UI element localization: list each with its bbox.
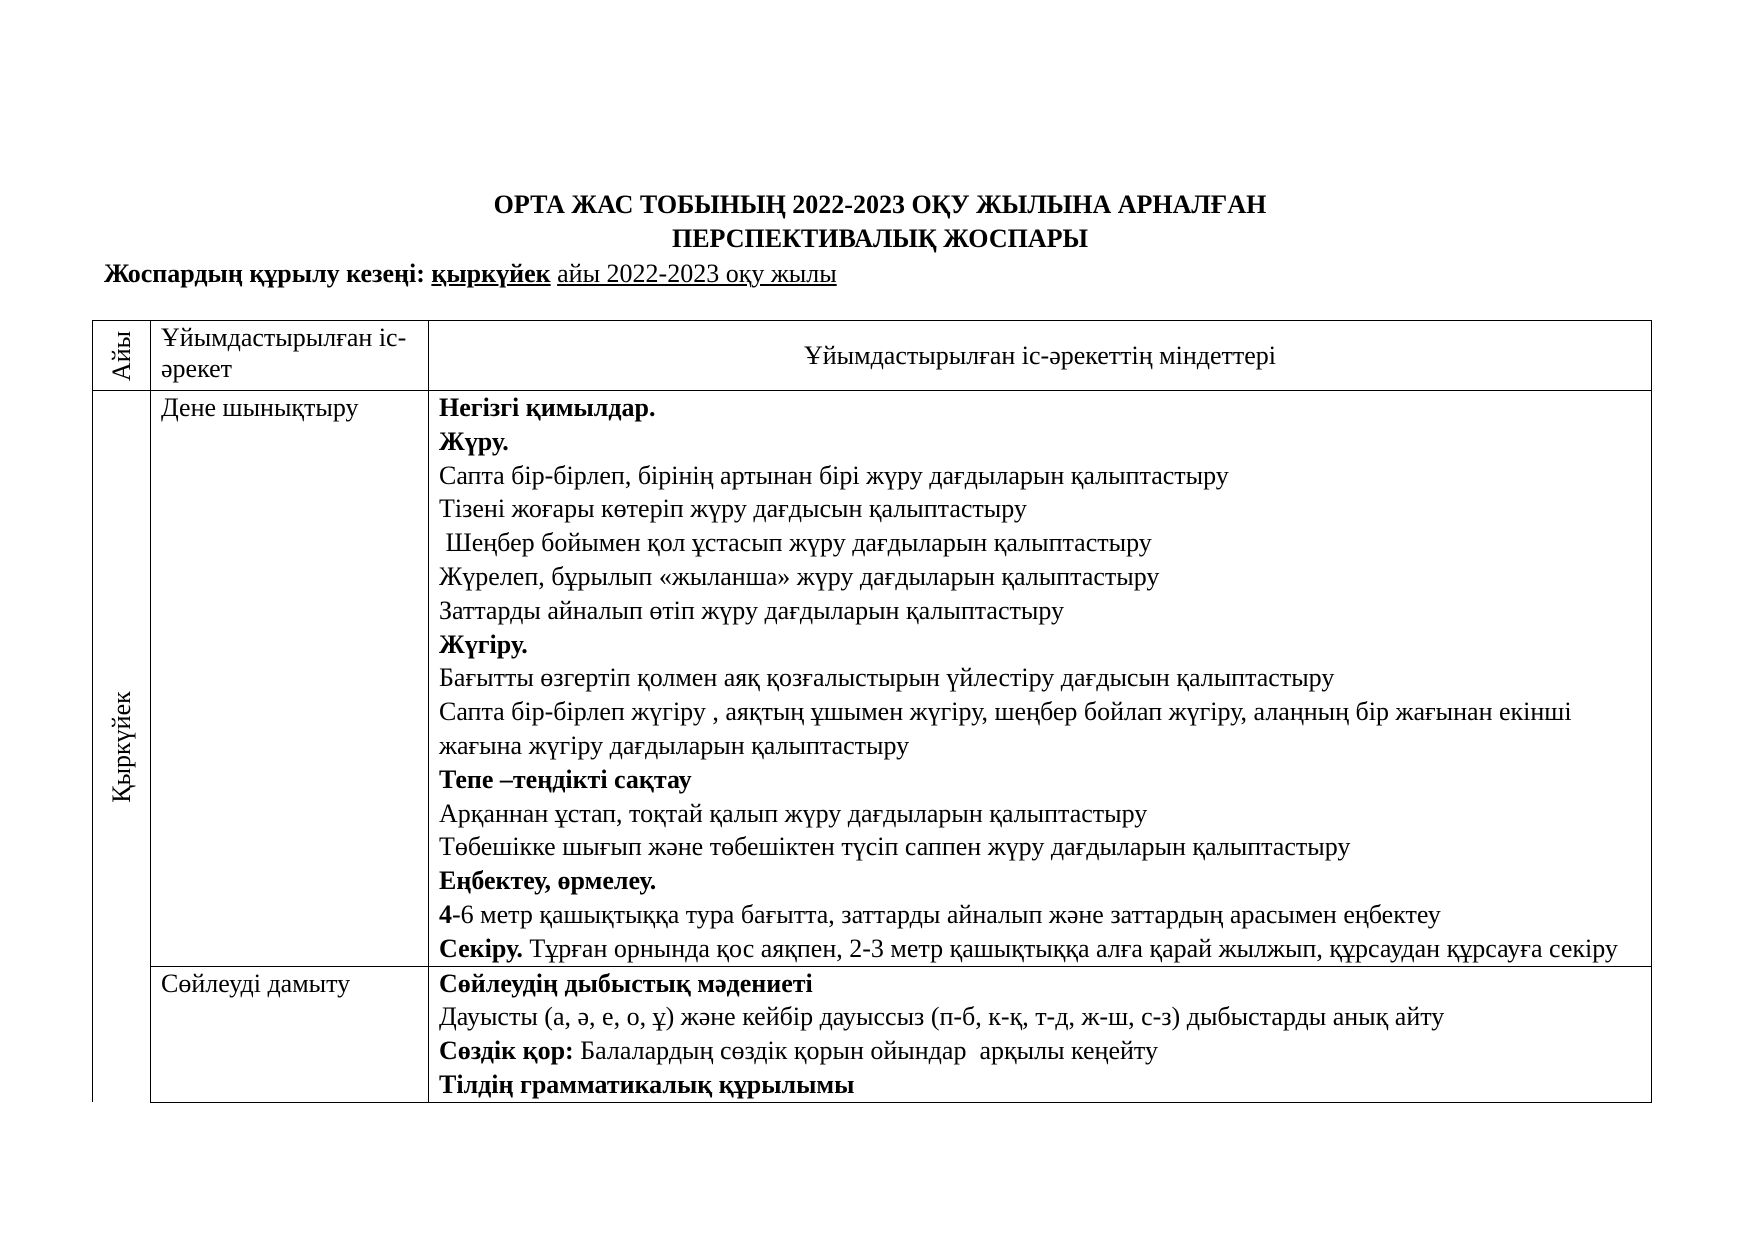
task-line — [439, 1034, 1641, 1068]
table-row — [93, 391, 1652, 967]
task-line-text: Сапта бір-бірлеп, бірінің артынан бірі жүру дағдыларын қалыптастыру — [439, 460, 1229, 490]
task-line-heading: Тепе –теңдікті сақтау — [439, 764, 692, 794]
task-line-heading: Сөздік қор: — [439, 1036, 574, 1066]
task-line-heading: Секіру. — [439, 933, 523, 963]
task-line-text: Сапта бір-бірлеп жүгіру , аяқтың ұшымен жүгіру, шеңбер бойлап жүгіру, алаңның бір жағынан екінші жағына жүгіру дағдыларын қалыптастыру — [439, 697, 1579, 760]
header-month-cell — [93, 321, 151, 391]
header-month: Айы — [106, 330, 136, 381]
activity-cell: Сөйлеуді дамыту — [151, 966, 429, 1102]
task-line — [439, 628, 1641, 662]
plan-period-label: Жоспардың құрылу кезеңі: — [104, 259, 425, 288]
task-line-text: Дауысты (а, ә, е, о, ұ) және кейбір дауыссыз (п-б, к-қ, т-д, ж-ш, с-з) дыбыстарды анық айту — [439, 1002, 1445, 1032]
activity-cell: Дене шынықтыру — [151, 391, 429, 967]
task-line-heading: 4 — [439, 899, 452, 929]
plan-period-month: қыркүйек — [431, 259, 551, 288]
task-line-text: Арқаннан ұстап, тоқтай қалып жүру дағдыларын қалыптастыру — [439, 798, 1148, 828]
task-line — [439, 526, 1641, 560]
header-tasks: Ұйымдастырылған іс-әрекеттің міндеттері — [429, 321, 1652, 391]
document-title-line1: ОРТА ЖАС ТОБЫНЫҢ 2022-2023 ОҚУ ЖЫЛЫНА АРНАЛҒАН — [493, 190, 1267, 219]
task-line — [439, 661, 1641, 695]
task-line-text: Тізені жоғары көтеріп жүру дағдысын қалыптастыру — [439, 494, 1027, 524]
task-line — [439, 492, 1641, 526]
task-line — [439, 1000, 1641, 1034]
month-value: Қыркүйек — [106, 690, 136, 803]
tasks-list — [439, 391, 1641, 966]
task-line — [439, 932, 1641, 966]
task-line — [439, 864, 1641, 898]
tasks-cell — [429, 966, 1652, 1102]
task-line — [439, 967, 1641, 1001]
table-row — [93, 966, 1652, 1102]
task-line — [439, 391, 1641, 425]
task-line — [439, 797, 1641, 831]
task-line-heading: Тілдің грамматикалық құрылымы — [439, 1069, 855, 1099]
plan-period — [104, 257, 837, 291]
task-line-text: Тұрған орнында қос аяқпен, 2-3 метр қашықтыққа алға қарай жылжып, құрсаудан құрсауға секіру — [522, 933, 1618, 963]
task-line — [439, 898, 1641, 932]
task-line — [439, 594, 1641, 628]
task-line — [439, 425, 1641, 459]
task-line-heading: Жүгіру. — [439, 629, 528, 659]
task-line — [439, 560, 1641, 594]
tasks-cell — [429, 391, 1652, 967]
task-line — [439, 763, 1641, 797]
task-line-heading: Негізгі қимылдар. — [439, 393, 656, 422]
task-line — [439, 1068, 1641, 1102]
task-line-text: Бағытты өзгертіп қолмен аяқ қозғалыстырын үйлестіру дағдысын қалыптастыру — [439, 663, 1335, 693]
task-line-text: Заттарды айналып өтіп жүру дағдыларын қалыптастыру — [439, 595, 1064, 625]
plan-period-rest: айы 2022-2023 оқу жылы — [557, 259, 837, 288]
task-line-text: -6 метр қашықтыққа тура бағытта, заттарды айналып және заттардың арасымен еңбектеу — [452, 899, 1441, 929]
task-line — [439, 830, 1641, 864]
plan-table — [92, 320, 1652, 1103]
header-activity: Ұйымдастырылған іс-әрекет — [151, 321, 429, 391]
task-line — [439, 459, 1641, 493]
task-line-text: Жүрелеп, бұрылып «жыланша» жүру дағдыларын қалыптастыру — [439, 561, 1160, 591]
task-line-heading: Жүру. — [439, 426, 509, 456]
tasks-list — [439, 967, 1641, 1102]
document-title-line2: ПЕРСПЕКТИВАЛЫҚ ЖОСПАРЫ — [671, 224, 1089, 253]
month-cell — [93, 391, 151, 1103]
task-line-text: Шеңбер бойымен қол ұстасып жүру дағдыларын қалыптастыру — [439, 528, 1152, 558]
table-header-row — [93, 321, 1652, 391]
task-line — [439, 695, 1641, 763]
task-line-text: Балалардың сөздік қорын ойындар арқылы кеңейту — [573, 1036, 1158, 1066]
task-line-heading: Еңбектеу, өрмелеу. — [439, 866, 657, 896]
task-line-heading: Сөйлеудің дыбыстық мәдениеті — [439, 968, 813, 998]
task-line-text: Төбешікке шығып және төбешіктен түсіп саппен жүру дағдыларын қалыптастыру — [439, 832, 1351, 862]
